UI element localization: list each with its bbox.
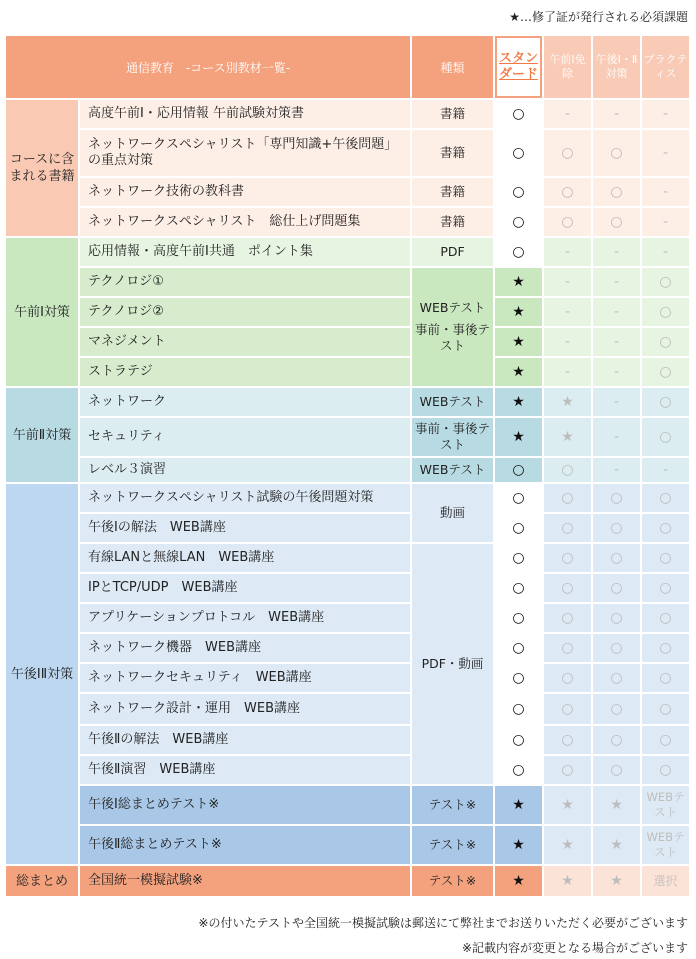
dash-mark: - (544, 358, 591, 386)
am1-exempt-header: 午前Ⅰ免除 (544, 36, 591, 98)
kind-label: 書籍 (412, 130, 493, 176)
circle-icon: ○ (544, 484, 591, 512)
circle-icon: ○ (642, 484, 689, 512)
dash-mark: - (544, 298, 591, 326)
table-row (6, 458, 689, 482)
circle-icon: ○ (495, 458, 542, 482)
circle-icon: ○ (642, 634, 689, 662)
category-pm: 午後ⅠⅡ対策 (6, 484, 78, 864)
circle-icon: ○ (495, 574, 542, 602)
dash-mark: - (642, 130, 689, 176)
dash-mark: - (642, 100, 689, 128)
circle-icon: ○ (593, 208, 640, 236)
item-label: ネットワークスペシャリスト試験の午後問題対策 (80, 484, 410, 512)
circle-icon: ○ (593, 694, 640, 724)
item-label: テクノロジ② (80, 298, 410, 326)
circle-icon: ○ (593, 726, 640, 754)
circle-icon: ○ (544, 130, 591, 176)
circle-icon: ○ (642, 664, 689, 692)
star-icon: ★ (495, 866, 542, 896)
star-icon: ★ (495, 418, 542, 456)
circle-icon: ○ (593, 574, 640, 602)
dash-mark: - (544, 238, 591, 266)
kind-label: 書籍 (412, 178, 493, 206)
circle-icon: ○ (642, 756, 689, 784)
circle-icon: ○ (642, 298, 689, 326)
kind-label: テスト※ (412, 826, 493, 864)
circle-icon: ○ (544, 634, 591, 662)
circle-icon: ○ (495, 604, 542, 632)
category-am1: 午前Ⅰ対策 (6, 238, 78, 386)
dash-mark: - (544, 268, 591, 296)
standard-header: スタンダード (495, 36, 542, 98)
circle-icon: ○ (642, 418, 689, 456)
circle-icon: ○ (593, 634, 640, 662)
pm-measures-header: 午後Ⅰ・Ⅱ対策 (593, 36, 640, 98)
circle-icon: ○ (495, 514, 542, 542)
circle-icon: ○ (495, 238, 542, 266)
circle-icon: ○ (495, 484, 542, 512)
table-row (6, 574, 689, 602)
webtest-label: WEBテスト (642, 826, 689, 864)
kind-label: テスト※ (412, 866, 493, 896)
kind-label (412, 268, 493, 386)
table-row (6, 544, 689, 572)
circle-icon: ○ (593, 514, 640, 542)
circle-icon: ○ (544, 664, 591, 692)
dash-mark: - (593, 328, 640, 356)
circle-icon: ○ (544, 544, 591, 572)
table-row (6, 786, 689, 824)
table-row (6, 268, 689, 296)
item-label: 高度午前Ⅰ・応用情報 午前試験対策書 (80, 100, 410, 128)
table-row (6, 238, 689, 266)
kind-label: 書籍 (412, 100, 493, 128)
table-row (6, 208, 689, 236)
circle-icon: ○ (593, 178, 640, 206)
footnote-mailing: ※の付いたテストや全国統一模擬試験は郵送にて弊社までお送りいただく必要がございます (198, 916, 688, 930)
item-label: ネットワーク設計・運用 WEB講座 (80, 694, 410, 724)
circle-icon: ○ (495, 130, 542, 176)
circle-icon: ○ (495, 544, 542, 572)
table-row (6, 388, 689, 416)
kind-label: 書籍 (412, 208, 493, 236)
circle-icon: ○ (642, 694, 689, 724)
circle-icon: ○ (544, 574, 591, 602)
dash-mark: - (593, 268, 640, 296)
circle-icon: ○ (495, 208, 542, 236)
circle-icon: ○ (593, 544, 640, 572)
table-row (6, 634, 689, 662)
legend-note: ★…修了証が発行される必須課題 (509, 10, 688, 24)
star-icon: ★ (593, 866, 640, 896)
star-icon: ★ (495, 786, 542, 824)
circle-icon: ○ (495, 664, 542, 692)
circle-icon: ○ (642, 726, 689, 754)
table-row (6, 866, 689, 896)
circle-icon: ○ (495, 756, 542, 784)
dash-mark: - (593, 238, 640, 266)
star-icon: ★ (495, 826, 542, 864)
star-icon: ★ (544, 388, 591, 416)
kind-label: PDF・動画 (412, 544, 493, 784)
category-course-books: コースに含まれる書籍 (6, 100, 78, 236)
circle-icon: ○ (642, 358, 689, 386)
star-icon: ★ (593, 786, 640, 824)
star-icon: ★ (544, 866, 591, 896)
star-icon: ★ (495, 388, 542, 416)
table-row (6, 664, 689, 692)
table-row (6, 178, 689, 206)
table-title: 通信教育 -コース別教材一覧- (6, 36, 410, 98)
item-label: ネットワーク機器 WEB講座 (80, 634, 410, 662)
dash-mark: - (642, 458, 689, 482)
item-label: レベル３演習 (80, 458, 410, 482)
kind-label: 動画 (412, 484, 493, 542)
table-row (6, 130, 689, 176)
star-icon: ★ (544, 786, 591, 824)
star-icon: ★ (495, 268, 542, 296)
table-row (6, 694, 689, 724)
star-icon: ★ (495, 328, 542, 356)
kind-label: テスト※ (412, 786, 493, 824)
dash-mark: - (642, 178, 689, 206)
dash-mark: - (593, 358, 640, 386)
category-summary: 総まとめ (6, 866, 78, 896)
table-row (6, 298, 689, 326)
circle-icon: ○ (642, 574, 689, 602)
circle-icon: ○ (593, 484, 640, 512)
circle-icon: ○ (593, 756, 640, 784)
item-label: IPとTCP/UDP WEB講座 (80, 574, 410, 602)
circle-icon: ○ (544, 604, 591, 632)
circle-icon: ○ (642, 268, 689, 296)
item-label: ネットワークスペシャリスト 総仕上げ問題集 (80, 208, 410, 236)
item-label: ネットワークスペシャリスト「専門知識+午後問題」の重点対策 (80, 130, 410, 176)
item-label: ネットワークセキュリティ WEB講座 (80, 664, 410, 692)
practice-header: プラクティス (642, 36, 689, 98)
dash-mark: - (593, 298, 640, 326)
item-label: 有線LANと無線LAN WEB講座 (80, 544, 410, 572)
star-icon: ★ (544, 418, 591, 456)
table-row (6, 358, 689, 386)
select-label: 選択 (642, 866, 689, 896)
item-label: 午後Ⅱ総まとめテスト※ (80, 826, 410, 864)
circle-icon: ○ (495, 634, 542, 662)
item-label: セキュリティ (80, 418, 410, 456)
item-label: ストラテジ (80, 358, 410, 386)
category-am2: 午前Ⅱ対策 (6, 388, 78, 482)
star-icon: ★ (495, 358, 542, 386)
table-row (6, 418, 689, 456)
dash-mark: - (593, 418, 640, 456)
header-row (6, 36, 689, 98)
star-icon: ★ (593, 826, 640, 864)
dash-mark: - (593, 388, 640, 416)
webtest-label: WEBテスト (642, 786, 689, 824)
circle-icon: ○ (642, 328, 689, 356)
table-row (6, 604, 689, 632)
kind-label: 事前・事後テスト (412, 418, 493, 456)
item-label: 全国統一模擬試験※ (80, 866, 410, 896)
course-materials-table (4, 34, 691, 898)
table-row (6, 484, 689, 512)
kind-header: 種類 (412, 36, 493, 98)
table-row (6, 100, 689, 128)
kind-label: WEBテスト (412, 458, 493, 482)
circle-icon: ○ (495, 100, 542, 128)
dash-mark: - (544, 328, 591, 356)
circle-icon: ○ (642, 514, 689, 542)
table-row (6, 826, 689, 864)
kind-prepost: 事前・事後テスト (414, 322, 490, 353)
circle-icon: ○ (642, 604, 689, 632)
item-label: 午後Ⅰ総まとめテスト※ (80, 786, 410, 824)
circle-icon: ○ (642, 544, 689, 572)
circle-icon: ○ (495, 694, 542, 724)
circle-icon: ○ (593, 664, 640, 692)
circle-icon: ○ (544, 458, 591, 482)
kind-webtest: WEBテスト (419, 300, 486, 315)
circle-icon: ○ (593, 130, 640, 176)
circle-icon: ○ (495, 178, 542, 206)
dash-mark: - (593, 458, 640, 482)
item-label: 午後Ⅰの解法 WEB講座 (80, 514, 410, 542)
circle-icon: ○ (544, 514, 591, 542)
kind-label: PDF (412, 238, 493, 266)
kind-label: WEBテスト (412, 388, 493, 416)
table-row (6, 328, 689, 356)
dash-mark: - (544, 100, 591, 128)
star-icon: ★ (495, 298, 542, 326)
item-label: ネットワーク技術の教科書 (80, 178, 410, 206)
circle-icon: ○ (544, 756, 591, 784)
dash-mark: - (642, 208, 689, 236)
circle-icon: ○ (544, 208, 591, 236)
item-label: アプリケーションプロトコル WEB講座 (80, 604, 410, 632)
table-row (6, 514, 689, 542)
circle-icon: ○ (495, 726, 542, 754)
circle-icon: ○ (544, 726, 591, 754)
circle-icon: ○ (642, 388, 689, 416)
item-label: 午後Ⅱの解法 WEB講座 (80, 726, 410, 754)
footnote-change: ※記載内容が変更となる場合がございます (461, 941, 688, 955)
item-label: マネジメント (80, 328, 410, 356)
dash-mark: - (642, 238, 689, 266)
item-label: ネットワーク (80, 388, 410, 416)
item-label: テクノロジ① (80, 268, 410, 296)
circle-icon: ○ (544, 694, 591, 724)
circle-icon: ○ (593, 604, 640, 632)
star-icon: ★ (544, 826, 591, 864)
table-row (6, 756, 689, 784)
item-label: 応用情報・高度午前Ⅰ共通 ポイント集 (80, 238, 410, 266)
dash-mark: - (593, 100, 640, 128)
circle-icon: ○ (544, 178, 591, 206)
table-row (6, 726, 689, 754)
item-label: 午後Ⅱ演習 WEB講座 (80, 756, 410, 784)
